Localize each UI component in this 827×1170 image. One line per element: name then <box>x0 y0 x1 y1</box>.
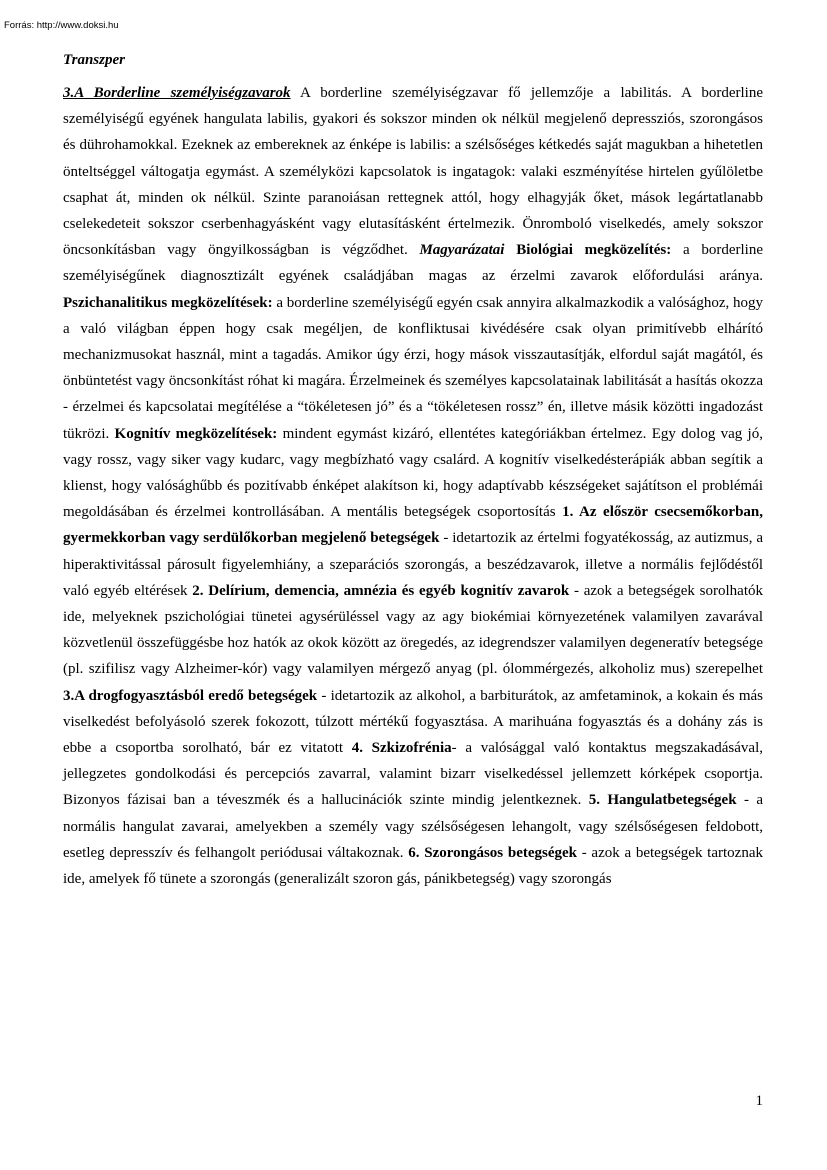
biological-approach-label: Biológiai megközelítés: <box>516 242 672 259</box>
category-3-label: 3.A drogfogyasztásból eredő betegségek <box>63 687 318 704</box>
explanations-label: Magyarázatai <box>419 242 505 259</box>
text-segment-3: a borderline személyiségűnek diagnosztizált egyének családjában magas az érzelmi zavarok előfordulási aránya. <box>63 242 763 285</box>
text-segment-5: mindent egymást kizáró, ellentétes kategóriákban értelmez. Egy dolog vag jó, vagy rossz, vagy siker vagy kudarc, vagy megbízható vagy csalárd. A kognitív viselkedésterápiák abban segítik a klienst, hogy valósághűbb és pozitívabb énképet alakítson ki, hogy adaptívabb készségeket sajátítson el problémái megoldásában és érzelmei kontrollásában. A mentális betegségek csoportosítás <box>63 425 763 521</box>
text-segment-11: - azok a betegségek tartoznak ide, amelyek fő tünete a szorongás (generalizált szoron gás, pánikbetegség) vagy szorongás <box>63 844 763 888</box>
text-segment-1: A borderline személyiségzavar fő jellemzője a labilitás. A borderline személyiségű egyének hangulata labilis, gyakori és sokszor minden ok nélkül megjelenő depressziós, szorongásos és dührohamokkal. Ezeknek az embereknek az énképe is labilis: a szélsőséges kétkedés saját magukban a hihetetlen önteltséggel váltogatja egymást. A személyközi kapcsolatok is ingatagok: valaki eszményítése hirtelen gyűlöletbe csaphat át, minden ok nélkül. Szinte paranoiásan rettegnek attól, hogy elhagyják őket, mások legártatlanabb cselekedeteit sokszor cserbenhagyásként vagy elutasításként értelmezik. Önromboló viselkedés, amely sokszor öncsonkításban vagy öngyilkosságban is végződhet. <box>63 85 763 259</box>
text-segment-9: - a valósággal való kontaktus megszakadásával, jellegzetes gondolkodási és percepciós zavarral, valamint bizarr viselkedéssel jellemzett kórképek csoportja. Bizonyos fázisai ban a téveszmék és a hallucinációk szinte mindig jelentkeznek. <box>63 740 763 809</box>
text-segment-6: - idetartozik az értelmi fogyatékosság, az autizmus, a hiperaktivitással párosult figyelemhiány, a szeparációs szorongás, a beszédzavarok, illetve a normális fejlődéstől való egyéb eltérések <box>63 530 763 599</box>
section-heading: 3.A Borderline személyiségzavarok <box>63 85 291 101</box>
text-segment-2 <box>504 242 516 258</box>
text-segment-7: - azok a betegségek sorolhatók ide, melyeknek pszichológiai tünetei agysérüléssel vagy az agy biokémiai környezetének valamilyen zavarával közvetlenül összefüggésbe hoz hatók az okok között az öregedés, az idegrendszer valamilyen degeneratív betegsége (pl. szifilisz vagy Alzheimer-kór) vagy valamilyen mérgező anyag (pl. ólommérgezés, alkoholiz mus) szerepelhet <box>63 582 763 678</box>
psychoanalytic-approach-label: Pszichanalitikus megközelítések: <box>63 294 273 311</box>
page-number: 1 <box>755 1093 763 1109</box>
source-url: Forrás: http://www.doksi.hu <box>4 20 119 31</box>
category-6-label: 6. Szorongásos betegségek <box>408 844 577 861</box>
text-segment-4: a borderline személyiségű egyén csak annyira alkalmazkodik a valósághoz, hogy a való világban éppen hogy csak megéljen, de konfliktusai kivédésére csak olyan primitívebb elhárító mechanizmusokat használ, mint a tagadás. Amikor úgy érzi, hogy mások visszautasítják, elfordul saját magától, és önbüntetést vagy öncsonkítást róhat ki magára. Érzelmeinek és személyes kapcsolatainak labilitását a hasítás okozza - érzelmei és kapcsolatai megítélése a “tökéletesen jó” és a “tökéletesen rossz” én, illetve másik közötti ingadozást tükrözi. <box>63 294 763 442</box>
category-2-label: 2. Delírium, demencia, amnézia és egyéb kognitív zavarok <box>192 582 570 599</box>
document-body <box>63 50 763 892</box>
category-4-label: 4. Szkizofrénia <box>351 740 452 757</box>
main-paragraph <box>63 80 763 892</box>
cognitive-approach-label: Kognitív megközelítések: <box>114 425 278 442</box>
category-1-label: 1. Az először csecsemőkorban, gyermekkorban vagy serdülőkorban megjelenő betegségek <box>63 504 763 547</box>
category-5-label: 5. Hangulatbetegségek <box>588 792 737 809</box>
text-segment-8: - idetartozik az alkohol, a barbiturátok, az amfetaminok, a kokain és más viselkedést befolyásoló szerek fokozott, túlzott mértékű fogyasztása. A marihuána fogyasztás és a dohány zás is ebbe a csoportba sorolható, bár ez vitatott <box>63 687 763 757</box>
page-title: Transzper <box>63 52 125 68</box>
text-segment-10: - a normális hangulat zavarai, amelyekben a személy vagy szélsőségesen lehangolt, vagy szélsőségesen feldobott, esetleg depresszív és felhangolt periódusai váltakoznak. <box>63 792 763 861</box>
